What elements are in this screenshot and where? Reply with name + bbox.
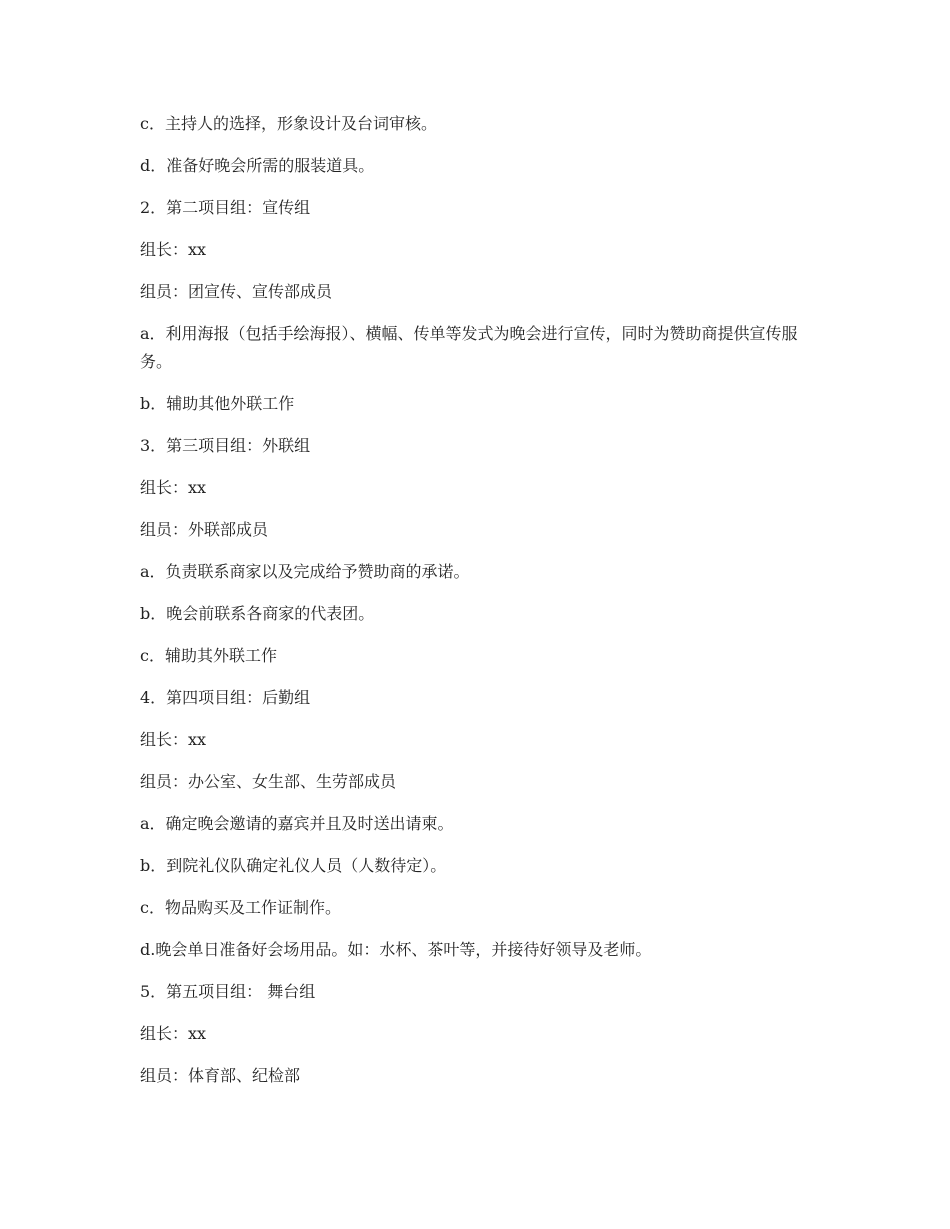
group-leader: 组长：xx (140, 240, 207, 259)
text-line: a．确定晚会邀请的嘉宾并且及时送出请柬。 (140, 814, 454, 833)
document-body (140, 110, 810, 1104)
text-line: d．准备好晚会所需的服装道具。 (140, 156, 375, 175)
section-heading: 4．第四项目组：后勤组 (140, 688, 311, 707)
group-members: 组员：办公室、女生部、生劳部成员 (140, 772, 397, 791)
group-leader: 组长：xx (140, 730, 207, 749)
section-heading: 2．第二项目组：宣传组 (140, 198, 311, 217)
text-line: c．物品购买及工作证制作。 (140, 898, 341, 917)
text-line: a．利用海报（包括手绘海报）、横幅、传单等发式为晚会进行宣传，同时为赞助商提供宣传服务。 (140, 324, 798, 371)
group-leader: 组长：xx (140, 478, 207, 497)
text-line: c．主持人的选择，形象设计及台词审核。 (140, 114, 437, 133)
text-line: b．晚会前联系各商家的代表团。 (140, 604, 375, 623)
section-heading: 3．第三项目组：外联组 (140, 436, 311, 455)
text-line: a．负责联系商家以及完成给予赞助商的承诺。 (140, 562, 470, 581)
group-leader: 组长：xx (140, 1024, 207, 1043)
group-members: 组员：体育部、纪检部 (140, 1066, 301, 1085)
group-members: 组员：团宣传、宣传部成员 (140, 282, 333, 301)
text-line: d.晚会单日准备好会场用品。如：水杯、茶叶等，并接待好领导及老师。 (140, 940, 652, 959)
text-line: c．辅助其外联工作 (140, 646, 277, 665)
section-heading: 5．第五项目组： 舞台组 (140, 982, 316, 1001)
text-line: b．到院礼仪队确定礼仪人员（人数待定）。 (140, 856, 447, 875)
text-line: b．辅助其他外联工作 (140, 394, 295, 413)
group-members: 组员：外联部成员 (140, 520, 269, 539)
